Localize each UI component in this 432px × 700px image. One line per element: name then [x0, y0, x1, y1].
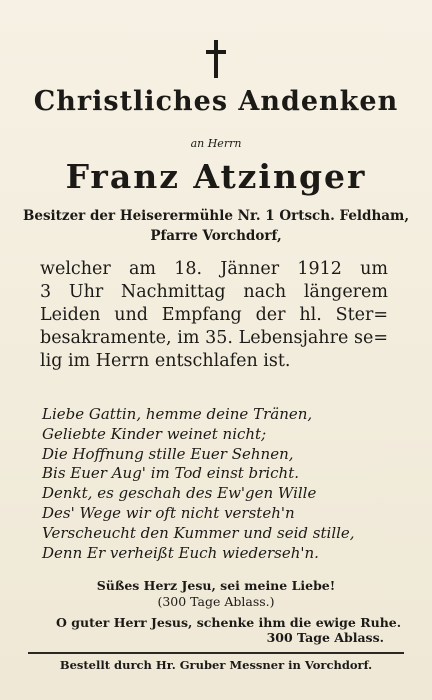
poem-line: Bis Euer Aug' im Tod einst bricht.	[42, 464, 299, 483]
paragraph-line: Leiden und Empfang der hl. Ster=	[40, 305, 388, 325]
poem-line: Denn Er verheißt Euch wiederseh'n.	[42, 543, 319, 562]
footer-divider	[28, 652, 404, 654]
card-title: Christliches Andenken	[33, 86, 399, 117]
cross-icon	[205, 40, 227, 78]
paragraph-line-last: lig im Herrn entschlafen ist.	[40, 351, 291, 371]
indulgence-note-1: (300 Tage Ablass.)	[157, 594, 275, 609]
poem-line: Des' Wege wir oft nicht versteh'n	[42, 503, 295, 522]
prayer-sacred-heart: Süßes Herz Jesu, sei meine Liebe!	[96, 578, 336, 593]
poem-line: Verscheucht den Kummer und seid stille,	[42, 523, 355, 542]
poem-line: Geliebte Kinder weinet nicht;	[42, 424, 267, 443]
deceased-name: Franz Atzinger	[65, 157, 367, 196]
poem-line: Denkt, es geschah des Ew'gen Wille	[42, 484, 317, 503]
paragraph-line: 3 Uhr Nachmittag nach längerem	[40, 282, 388, 302]
prayer-eternal-rest: O guter Herr Jesus, schenke ihm die ewige Ruhe.	[56, 615, 402, 630]
poem-line: Liebe Gattin, hemme deine Tränen,	[42, 405, 313, 423]
paragraph-line: welcher am 18. Jänner 1912 um	[40, 259, 388, 279]
poem	[42, 405, 402, 563]
description-line-2: Pfarre Vorchdorf,	[150, 228, 282, 244]
description-line-1: Besitzer der Heiserermühle Nr. 1 Ortsch. Feldham,	[22, 208, 410, 224]
subtitle: an Herrn	[190, 137, 242, 150]
poem-line: Die Hoffnung stille Euer Sehnen,	[42, 444, 294, 463]
death-notice-paragraph	[40, 258, 388, 373]
paragraph-line: besakramente, im 35. Lebensjahre se=	[40, 328, 388, 348]
printer-credit: Bestellt durch Hr. Gruber Messner in Vorchdorf.	[59, 658, 373, 672]
indulgence-note-2: 300 Tage Ablass.	[266, 630, 384, 645]
